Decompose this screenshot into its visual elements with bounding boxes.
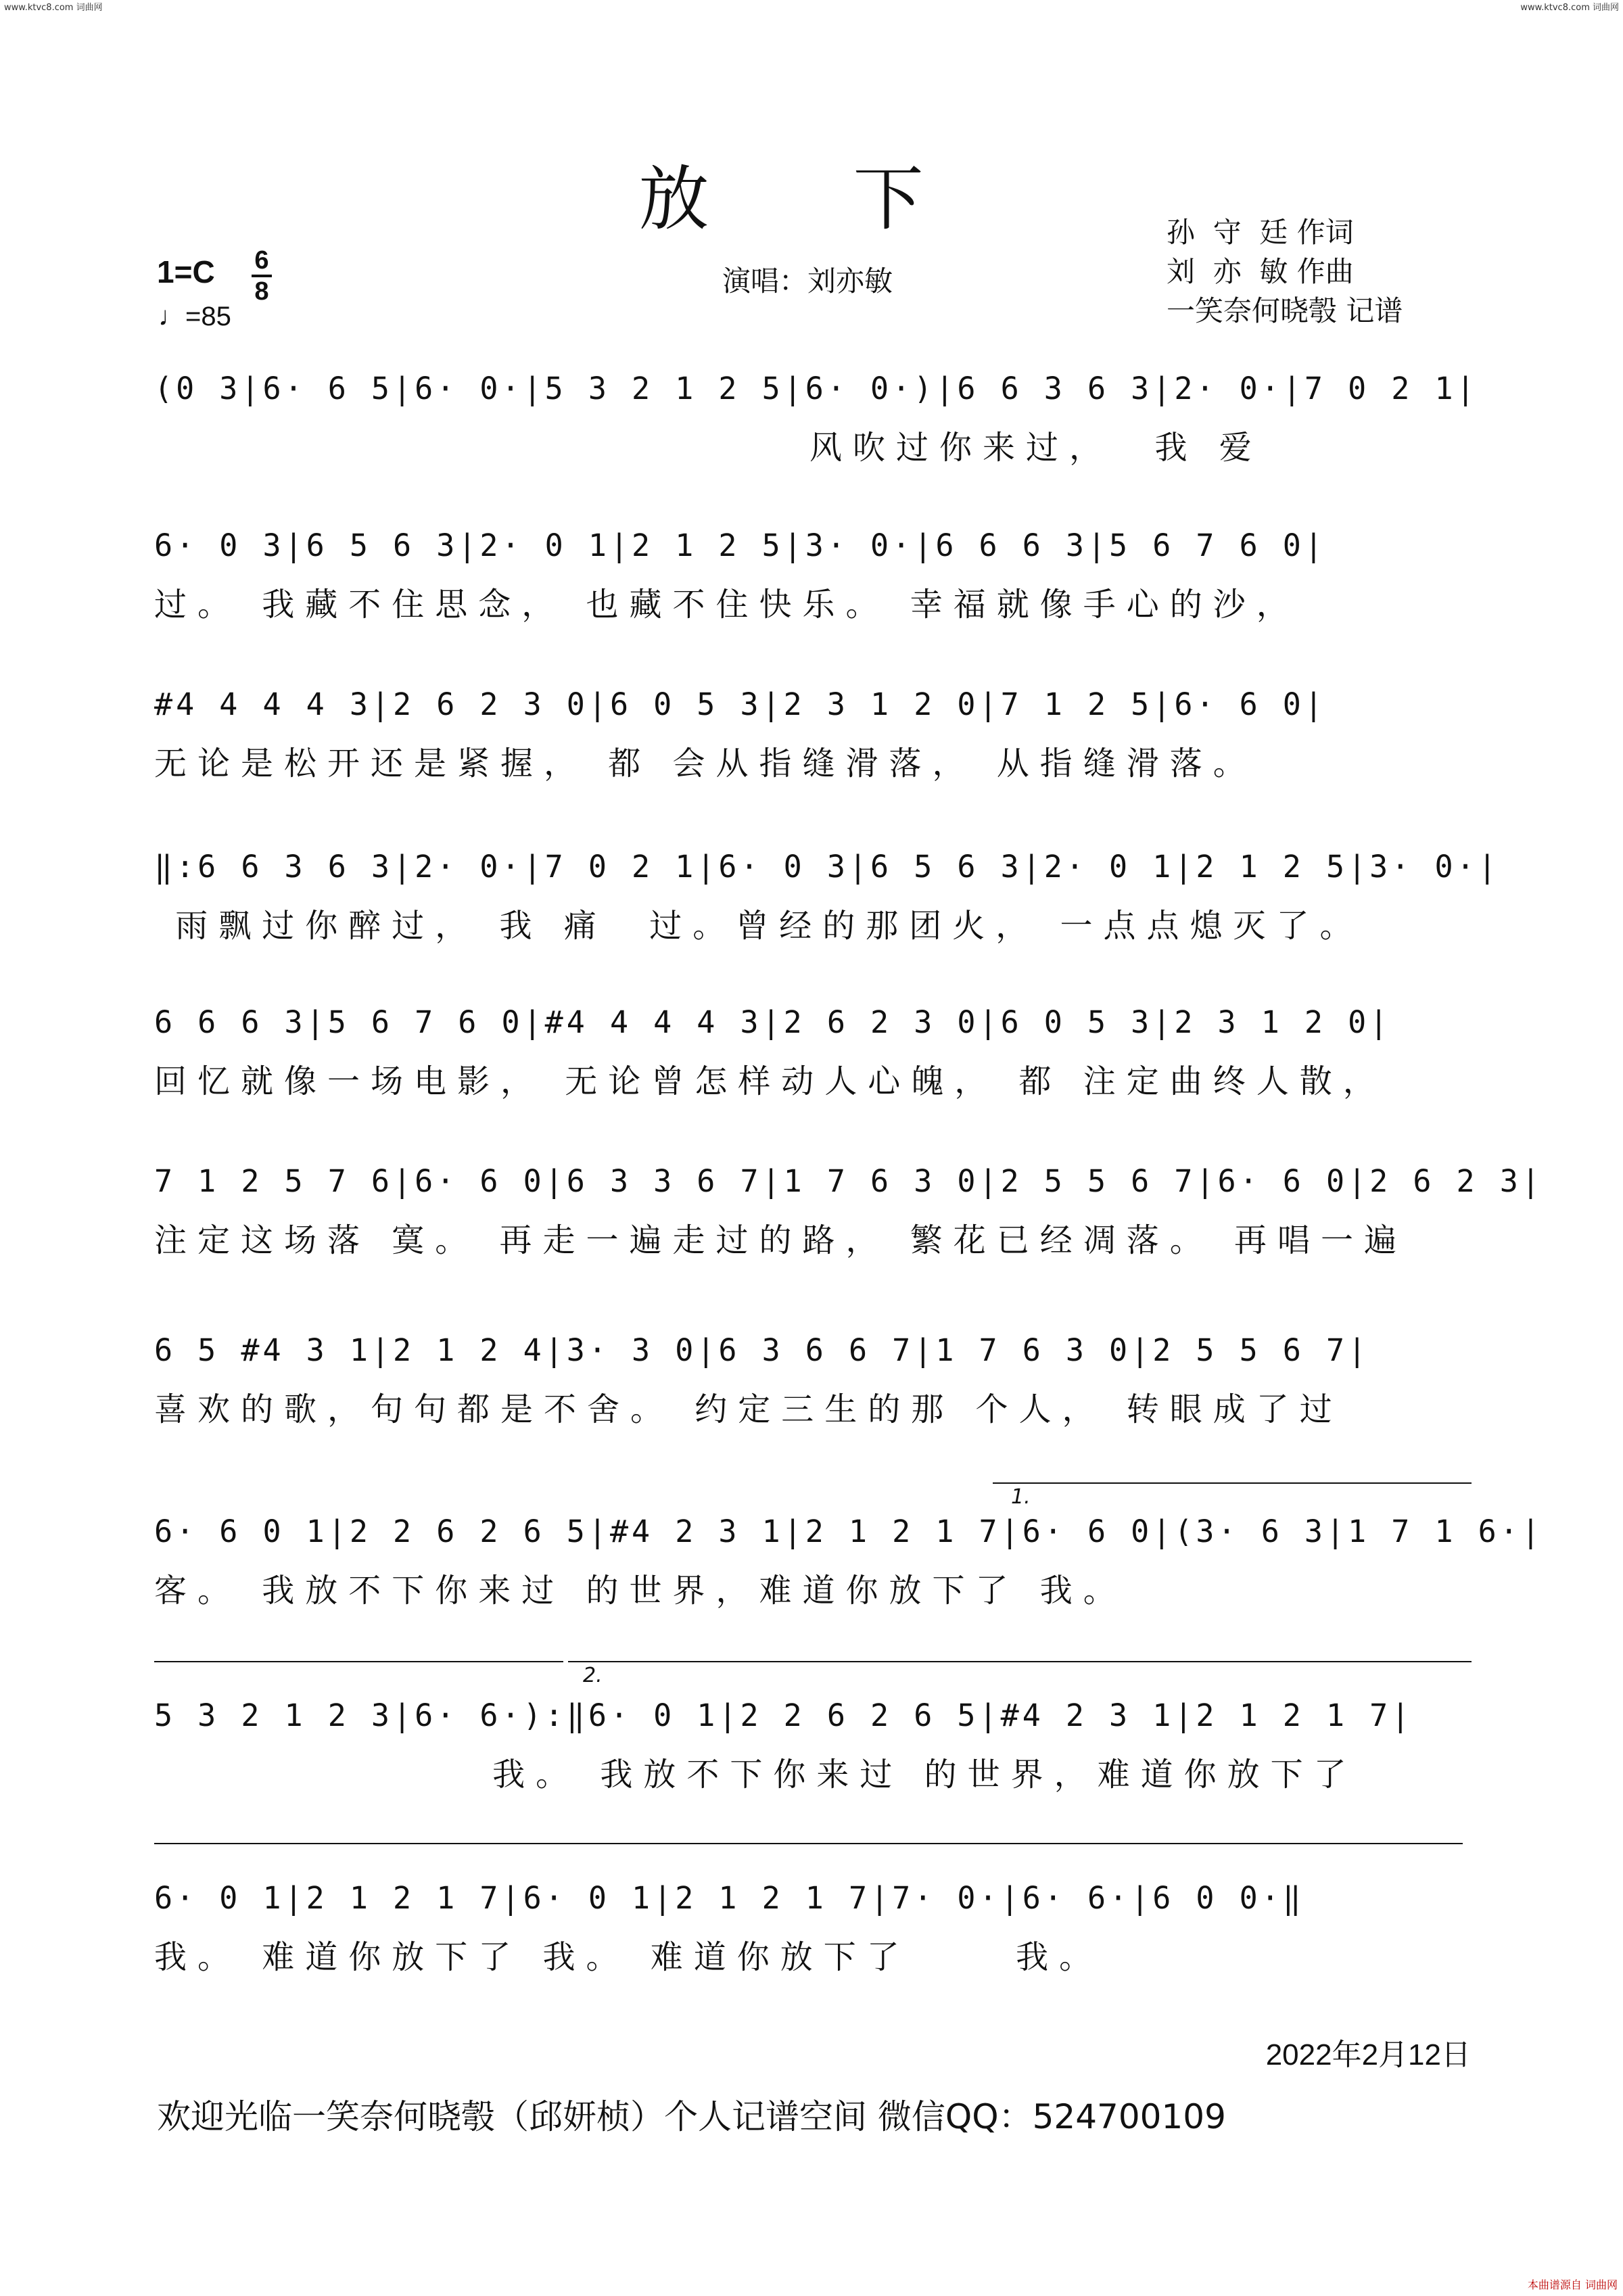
score-system-3 (154, 686, 1473, 784)
score-system-10 (154, 1880, 1473, 1977)
score-system-9 (154, 1697, 1473, 1795)
score-system-6 (154, 1163, 1543, 1261)
notation-line: 6· 0 1|2 1 2 1 7|6· 0 1|2 1 2 1 7|7· 0·|6· 6·|6 0 0·‖ (154, 1880, 1304, 1916)
second-ending-bracket (568, 1661, 1472, 1662)
lyrics-line: 我。 难道你放下了 我。 难道你放下了 我。 (154, 1938, 1103, 1976)
source-watermark: 本曲谱源自 词曲网 (1527, 2278, 1618, 2291)
lyrics-line: 喜欢的歌，句句都是不舍。 约定三生的那 个人， 转眼成了过 (154, 1390, 1343, 1428)
lyrics-line: 无论是松开还是紧握， 都 会从指缝滑落， 从指缝滑落。 (154, 745, 1256, 782)
notation-line: 5 3 2 1 2 3|6· 6·):‖6· 0 1|2 2 6 2 6 5|#4 2 3 1|2 1 2 1 7| (154, 1697, 1413, 1733)
first-ending-label: 1. (1011, 1485, 1031, 1509)
site-header-left: www.ktvc8.com 词曲网 (4, 3, 103, 13)
time-signature-top: 6 (254, 246, 269, 275)
first-ending-continuation (154, 1661, 563, 1662)
notation-line: ‖:6 6 3 6 3|2· 0·|7 0 2 1|6· 0 3|6 5 6 3|2· 0 1|2 1 2 5|3· 0·| (154, 849, 1500, 885)
lyrics-line: 雨飘过你醉过， 我 痛 过。曾经的那团火， 一点点熄灭了。 (154, 907, 1363, 945)
score-system-2 (154, 528, 1473, 625)
lyrics-line: 我。 我放不下你来过 的世界，难道你放下了 (154, 1756, 1357, 1794)
key-signature: 1=C (157, 254, 215, 289)
credits (1167, 213, 1403, 331)
date: 2022年2月12日 (1265, 2038, 1471, 2071)
final-section-bracket (154, 1843, 1463, 1844)
notation-line: #4 4 4 4 3|2 6 2 3 0|6 0 5 3|2 3 1 2 0|7 1 2 5|6· 6 0| (154, 686, 1326, 722)
lyrics-line: 注定这场落 寞。 再走一遍走过的路， 繁花已经凋落。 再唱一遍 (154, 1221, 1408, 1259)
score-system-1 (154, 371, 1478, 468)
lyrics-line: 风吹过你来过， 我 爱 (154, 429, 1263, 467)
notation-line: 6 6 6 3|5 6 7 6 0|#4 4 4 4 3|2 6 2 3 0|6 0 5 3|2 3 1 2 0| (154, 1004, 1392, 1040)
lyrics-line: 过。 我藏不住思念， 也藏不住快乐。 幸福就像手心的沙， (154, 586, 1300, 624)
score-system-5 (154, 1004, 1473, 1102)
composer-credit: 刘 亦 敏 作曲 (1167, 255, 1354, 288)
score-system-8 (154, 1514, 1543, 1611)
notation-line: 6· 0 3|6 5 6 3|2· 0 1|2 1 2 5|3· 0·|6 6 6 3|5 6 7 6 0| (154, 528, 1326, 563)
score-system-4 (154, 849, 1500, 946)
notation-line: 6· 6 0 1|2 2 6 2 6 5|#4 2 3 1|2 1 2 1 7|6· 6 0|(3· 6 3|1 7 1 6·| (154, 1514, 1543, 1549)
notation-line: 7 1 2 5 7 6|6· 6 0|6 3 3 6 7|1 7 6 3 0|2 5 5 6 7|6· 6 0|2 6 2 3| (154, 1163, 1543, 1199)
lyrics-line: 回忆就像一场电影， 无论曾怎样动人心魄， 都 注定曲终人散， (154, 1062, 1386, 1100)
second-ending-label: 2. (583, 1664, 603, 1687)
score-system-7 (154, 1332, 1473, 1430)
footer-text: 欢迎光临一笑奈何晓彀（邱妍桢）个人记谱空间 微信QQ：524700109 (157, 2097, 1226, 2136)
lyrics-line: 客。 我放不下你来过 的世界，难道你放下了 我。 (154, 1572, 1127, 1610)
time-signature (252, 248, 272, 304)
singer: 演唱：刘亦敏 (722, 264, 893, 298)
tempo-marking: ♩=85 (158, 302, 231, 331)
notation-line: (0 3|6· 6 5|6· 0·|5 3 2 1 2 5|6· 0·)|6 6 3 6 3|2· 0·|7 0 2 1| (154, 371, 1478, 406)
first-ending-bracket (993, 1482, 1472, 1484)
lyricist-credit: 孙 守 廷 作词 (1167, 216, 1354, 249)
transcriber-credit: 一笑奈何晓彀 记谱 (1167, 294, 1403, 327)
site-header-right: www.ktvc8.com 词曲网 (1520, 3, 1619, 13)
notation-line: 6 5 #4 3 1|2 1 2 4|3· 3 0|6 3 6 6 7|1 7 6 3 0|2 5 5 6 7| (154, 1332, 1370, 1368)
song-title: 放 下 (638, 158, 985, 240)
time-signature-bottom: 8 (254, 277, 269, 306)
